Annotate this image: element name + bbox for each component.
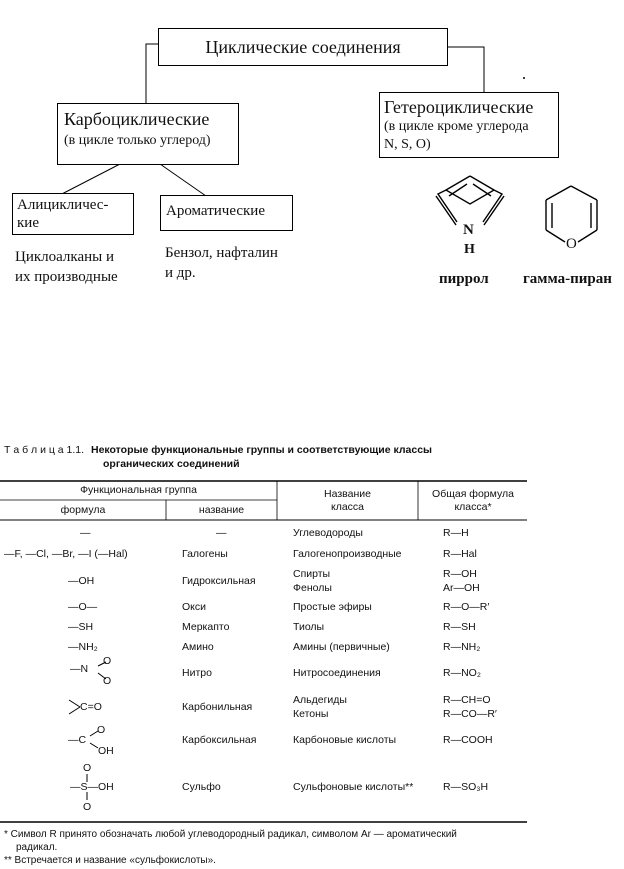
row-5-class: Амины (первичные) (293, 641, 390, 653)
table-caption-prefix: Т а б л и ц а 1.1. (4, 444, 85, 456)
row-4-name: Меркапто (182, 621, 230, 633)
heterocyclic-title: Гетероциклические (384, 97, 534, 117)
row-4-formula: —SH (68, 621, 94, 633)
row-7-formula: C=O (80, 701, 102, 713)
row-1-name: Галогены (182, 548, 228, 560)
row-7-general: R—CH=O (443, 694, 491, 706)
aromatic-desc1: Бензол, нафталин (165, 245, 278, 261)
row-0-formula: — (80, 527, 91, 539)
row-6-general: R—NO₂ (443, 667, 481, 679)
pyrrole-atom-h: H (464, 242, 475, 257)
row-9-formula: —S—OH (70, 781, 114, 793)
row-8-general: R—COOH (443, 734, 493, 746)
row-9-general: R—SO₃H (443, 781, 489, 793)
row-8-class: Карбоновые кислоты (293, 734, 397, 746)
heterocyclic-line1: (в цикле кроме углерода (384, 119, 529, 134)
aromatic-desc2: и др. (165, 265, 196, 281)
row-8-formula-o2: OH (98, 745, 114, 757)
alicyclic-line1: Алицикличес- (17, 197, 109, 213)
header-functional-group: Функциональная группа (80, 484, 197, 496)
carbocyclic-title: Карбоциклические (64, 109, 210, 129)
row-1-class: Галогенопроизводные (293, 548, 402, 560)
alicyclic-desc2: их производные (15, 269, 118, 285)
pyrrole-atom-n: N (463, 222, 474, 238)
row-1-general: R—Hal (443, 548, 477, 560)
row-2-class2: Фенолы (293, 582, 332, 594)
row-2-formula: —OH (68, 575, 95, 587)
row-3-class: Простые эфиры (293, 601, 372, 613)
row-2-general: R—OH (443, 568, 477, 580)
header-class-name-1: Название (324, 488, 371, 500)
row-9-name: Сульфо (182, 781, 221, 793)
table-caption-title-1: Некоторые функциональные группы и соответствующие классы (90, 444, 433, 456)
row-3-general: R—O—R′ (443, 601, 490, 613)
row-1-formula: —F, —Cl, —Br, —I (—Hal) (4, 548, 128, 560)
row-5-name: Амино (182, 641, 214, 653)
row-6-class: Нитросоединения (293, 667, 381, 679)
row-0-class: Углеводороды (293, 527, 363, 539)
row-2-general2: Ar—OH (443, 582, 480, 594)
table-caption-title-2: органических соединений (103, 458, 240, 470)
row-4-class: Тиолы (293, 621, 325, 633)
pyrrole-label: пиррол (439, 271, 489, 287)
header-class-name (277, 488, 418, 514)
header-general-2: класса* (454, 501, 492, 513)
row-7-class: Альдегиды (293, 694, 347, 706)
header-general-formula (418, 488, 528, 514)
row-6-formula-o2: O (103, 675, 112, 687)
carbocyclic-subtitle: (в цикле только углерод) (64, 133, 211, 148)
footnote-1-line1: * Символ R принято обозначать любой углеводородный радикал, символом Ar — ароматический (4, 829, 457, 840)
row-5-formula: —NH₂ (68, 641, 98, 653)
footnote-1-line2: радикал. (16, 842, 58, 853)
footnote-2: ** Встречается и название «сульфокислоты». (4, 855, 216, 866)
row-3-formula: —O— (68, 601, 98, 613)
row-7-general2: R—CO—R′ (443, 708, 497, 720)
header-class-name-2: класса (330, 501, 365, 513)
row-6-name: Нитро (182, 667, 212, 679)
row-3-name: Окси (182, 601, 206, 613)
row-9-formula-o-top: O (83, 762, 92, 774)
row-9-class: Сульфоновые кислоты** (293, 781, 414, 793)
pyran-atom-o: O (566, 236, 577, 252)
heterocyclic-line2: N, S, O) (384, 137, 431, 152)
row-0-name: — (216, 527, 227, 539)
row-8-formula-o1: O (97, 724, 106, 736)
row-8-formula: —C (68, 734, 87, 746)
header-name: название (198, 504, 245, 516)
row-7-class2: Кетоны (293, 708, 329, 720)
row-4-general: R—SH (443, 621, 476, 633)
row-9-formula-o-bot: O (83, 801, 92, 813)
row-6-formula-o1: O (103, 655, 112, 667)
row-8-name: Карбоксильная (182, 734, 257, 746)
row-0-general: R—H (443, 527, 469, 539)
alicyclic-line2: кие (17, 215, 39, 231)
row-5-general: R—NH₂ (443, 641, 481, 653)
row-7-name: Карбонильная (182, 701, 253, 713)
aromatic-title: Ароматические (166, 203, 265, 219)
row-2-class: Спирты (293, 568, 331, 580)
row-6-formula: —N (70, 663, 89, 675)
header-general-1: Общая формула (432, 488, 514, 500)
alicyclic-desc1: Циклоалканы и (15, 249, 115, 265)
root-title: Циклические соединения (205, 37, 401, 57)
row-2-name: Гидроксильная (182, 575, 256, 587)
pyran-label: гамма-пиран (523, 271, 612, 287)
header-formula: формула (60, 504, 106, 516)
